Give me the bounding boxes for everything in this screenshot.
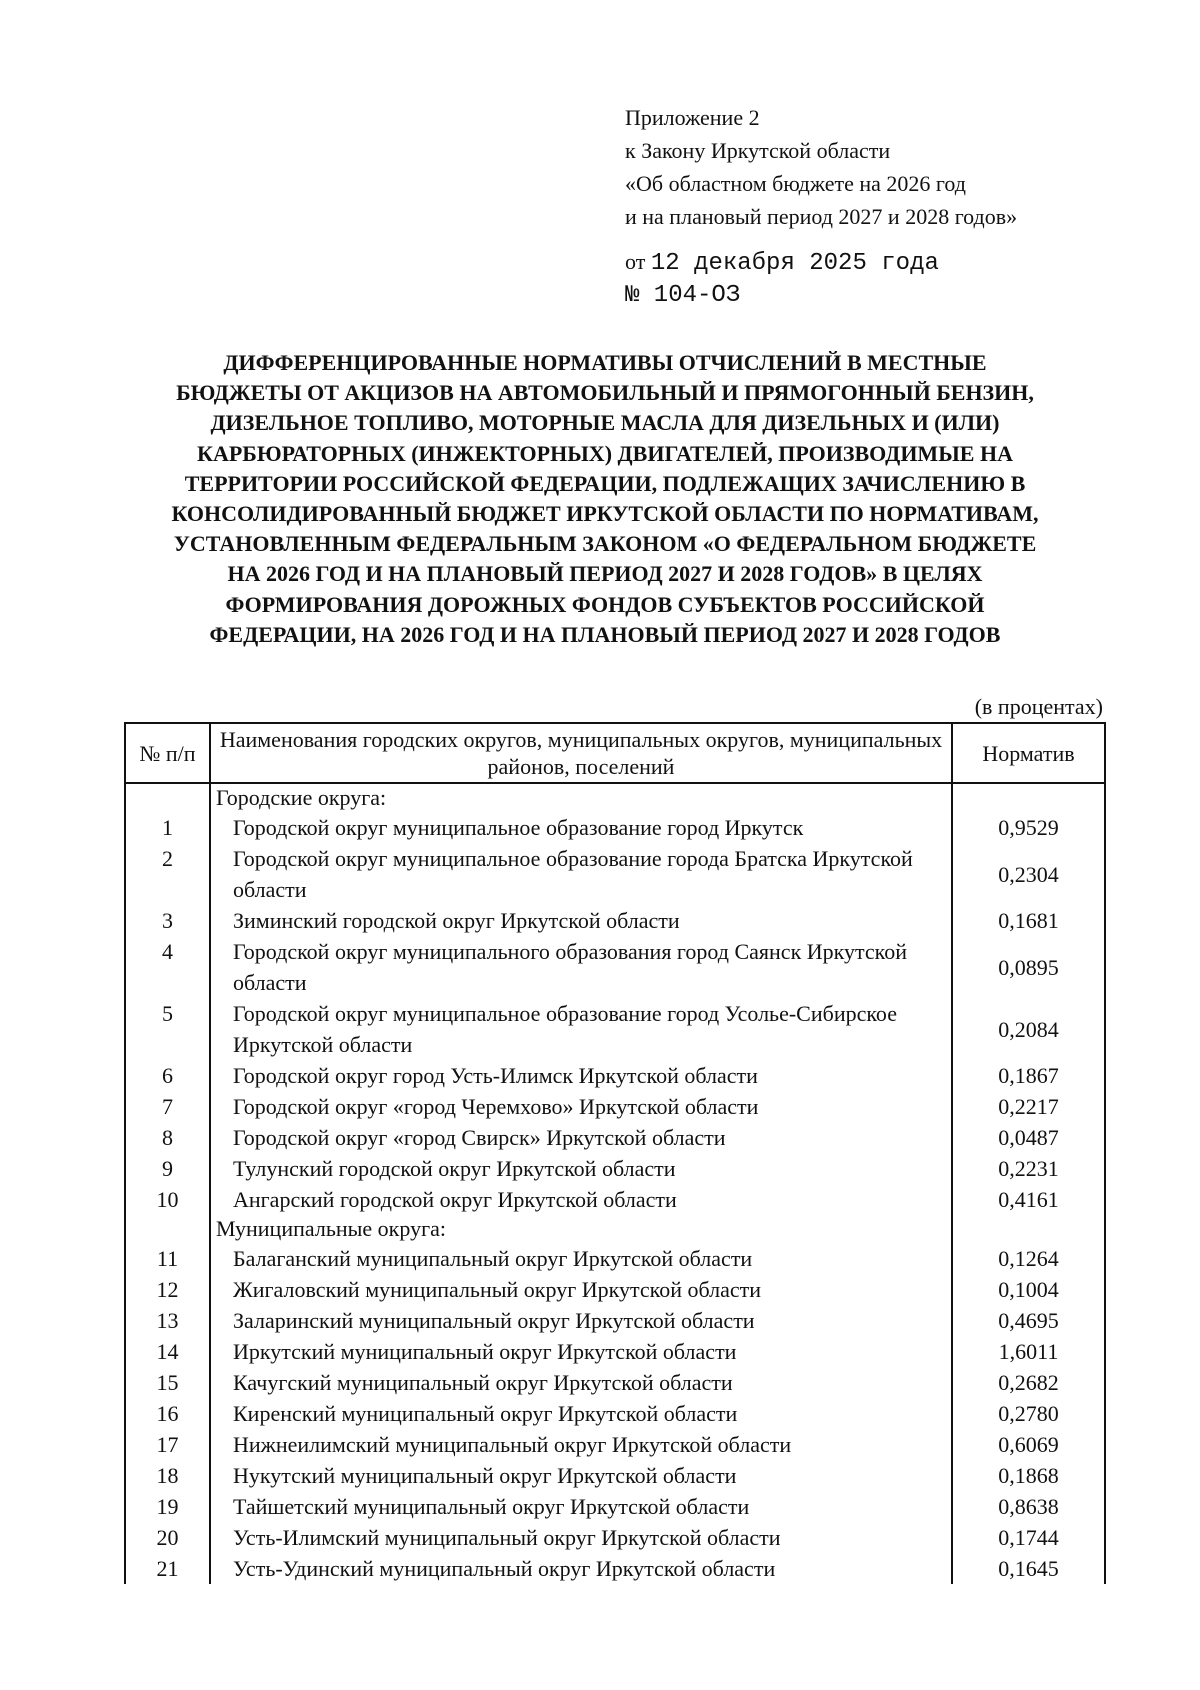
row-number: 6	[125, 1060, 210, 1091]
row-number: 1	[125, 812, 210, 843]
row-number: 21	[125, 1553, 210, 1584]
municipality-name: Качугский муниципальный округ Иркутской области	[210, 1367, 952, 1398]
row-number: 16	[125, 1398, 210, 1429]
table-row	[125, 1491, 1105, 1522]
table-row	[125, 1184, 1105, 1215]
table-row	[125, 1274, 1105, 1305]
municipality-name: Нукутский муниципальный округ Иркутской области	[210, 1460, 952, 1491]
table-row	[125, 1153, 1105, 1184]
normative-value: 0,2682	[952, 1367, 1105, 1398]
normative-value: 0,8638	[952, 1491, 1105, 1522]
group-label: Городские округа:	[210, 783, 952, 812]
row-number: 15	[125, 1367, 210, 1398]
normative-value: 0,1867	[952, 1060, 1105, 1091]
group-value-cell	[952, 1215, 1105, 1243]
appendix-line: и на плановый период 2027 и 2028 годов»	[625, 204, 1018, 229]
header-num: № п/п	[125, 723, 210, 783]
table-row	[125, 1060, 1105, 1091]
table-row	[125, 1398, 1105, 1429]
normative-value: 0,0487	[952, 1122, 1105, 1153]
normative-value: 0,2780	[952, 1398, 1105, 1429]
row-number: 3	[125, 905, 210, 936]
normative-value: 0,2084	[952, 998, 1105, 1060]
row-number: 7	[125, 1091, 210, 1122]
row-number: 9	[125, 1153, 210, 1184]
municipality-name: Усть-Удинский муниципальный округ Иркутской области	[210, 1553, 952, 1584]
municipality-name: Городской округ «город Черемхово» Иркутской области	[210, 1091, 952, 1122]
normative-value: 0,6069	[952, 1429, 1105, 1460]
header-value: Норматив	[952, 723, 1105, 783]
municipality-name: Городской округ муниципальное образование город Усолье-Сибирское Иркутской области	[210, 998, 952, 1060]
municipality-name: Киренский муниципальный округ Иркутской области	[210, 1398, 952, 1429]
group-label: Муниципальные округа:	[210, 1215, 952, 1243]
normative-value: 0,1681	[952, 905, 1105, 936]
appendix-header	[625, 101, 1017, 233]
normative-value: 1,6011	[952, 1336, 1105, 1367]
normative-value: 0,1744	[952, 1522, 1105, 1553]
municipality-name: Балаганский муниципальный округ Иркутской области	[210, 1243, 952, 1274]
row-number: 8	[125, 1122, 210, 1153]
normative-value: 0,0895	[952, 936, 1105, 998]
municipality-name: Городской округ «город Свирск» Иркутской области	[210, 1122, 952, 1153]
normative-value: 0,1264	[952, 1243, 1105, 1274]
table-row	[125, 1367, 1105, 1398]
title-line: ФЕДЕРАЦИИ, НА 2026 ГОД И НА ПЛАНОВЫЙ ПЕРИОД 2027 И 2028 ГОДОВ	[209, 621, 1001, 647]
table-row	[125, 1429, 1105, 1460]
row-number: 14	[125, 1336, 210, 1367]
municipality-name: Ангарский городской округ Иркутской области	[210, 1184, 952, 1215]
table-row	[125, 1460, 1105, 1491]
date-value: 12 декабря 2025 года	[650, 250, 939, 277]
table-header-row	[125, 723, 1105, 783]
municipality-name: Городской округ муниципальное образование город Иркутск	[210, 812, 952, 843]
table-row	[125, 1243, 1105, 1274]
appendix-line: «Об областном бюджете на 2026 год	[625, 171, 966, 196]
group-num-cell	[125, 1215, 210, 1243]
municipality-name: Тулунский городской округ Иркутской области	[210, 1153, 952, 1184]
normatives-table	[124, 722, 1106, 1584]
row-number: 2	[125, 843, 210, 905]
group-header-row	[125, 783, 1105, 812]
table-row	[125, 1122, 1105, 1153]
row-number: 11	[125, 1243, 210, 1274]
group-value-cell	[952, 783, 1105, 812]
row-number: 18	[125, 1460, 210, 1491]
date-prefix: от	[625, 249, 646, 274]
table-row	[125, 1553, 1105, 1584]
title-line: ТЕРРИТОРИИ РОССИЙСКОЙ ФЕДЕРАЦИИ, ПОДЛЕЖАЩИХ ЗАЧИСЛЕНИЮ В	[184, 470, 1026, 496]
row-number: 10	[125, 1184, 210, 1215]
normative-value: 0,2217	[952, 1091, 1105, 1122]
municipality-name: Нижнеилимский муниципальный округ Иркутской области	[210, 1429, 952, 1460]
municipality-name: Тайшетский муниципальный округ Иркутской области	[210, 1491, 952, 1522]
municipality-name: Жигаловский муниципальный округ Иркутской области	[210, 1274, 952, 1305]
title-line: НА 2026 ГОД И НА ПЛАНОВЫЙ ПЕРИОД 2027 И 2028 ГОДОВ» В ЦЕЛЯХ	[227, 561, 983, 587]
normative-value: 0,1645	[952, 1553, 1105, 1584]
title-line: ДИЗЕЛЬНОЕ ТОПЛИВО, МОТОРНЫЕ МАСЛА ДЛЯ ДИЗЕЛЬНЫХ И (ИЛИ)	[210, 410, 1000, 436]
table-row	[125, 936, 1105, 998]
table-row	[125, 843, 1105, 905]
table-row	[125, 905, 1105, 936]
group-header-row	[125, 1215, 1105, 1243]
normative-value: 0,1004	[952, 1274, 1105, 1305]
appendix-line: Приложение 2	[625, 105, 760, 130]
row-number: 4	[125, 936, 210, 998]
group-num-cell	[125, 783, 210, 812]
table-row	[125, 1336, 1105, 1367]
title-line: КОНСОЛИДИРОВАННЫЙ БЮДЖЕТ ИРКУТСКОЙ ОБЛАСТИ ПО НОРМАТИВАМ,	[171, 501, 1039, 527]
municipality-name: Городской округ муниципального образования город Саянск Иркутской области	[210, 936, 952, 998]
municipality-name: Городской округ город Усть-Илимск Иркутской области	[210, 1060, 952, 1091]
title-line: ДИФФЕРЕНЦИРОВАННЫЕ НОРМАТИВЫ ОТЧИСЛЕНИЙ В МЕСТНЫЕ	[223, 350, 987, 375]
row-number: 17	[125, 1429, 210, 1460]
normative-value: 0,4161	[952, 1184, 1105, 1215]
row-number: 12	[125, 1274, 210, 1305]
municipality-name: Зиминский городской округ Иркутской области	[210, 905, 952, 936]
title-line: БЮДЖЕТЫ ОТ АКЦИЗОВ НА АВТОМОБИЛЬНЫЙ И ПРЯМОГОННЫЙ БЕНЗИН,	[176, 380, 1034, 406]
law-date	[625, 246, 939, 280]
normative-value: 0,1868	[952, 1460, 1105, 1491]
table-row	[125, 1305, 1105, 1336]
law-number: № 104-ОЗ	[625, 282, 741, 309]
law-reference	[625, 246, 939, 312]
normative-value: 0,2231	[952, 1153, 1105, 1184]
header-name: Наименования городских округов, муниципальных округов, муниципальных районов, поселений	[210, 723, 952, 783]
row-number: 13	[125, 1305, 210, 1336]
table-row	[125, 998, 1105, 1060]
normative-value: 0,2304	[952, 843, 1105, 905]
municipality-name: Городской округ муниципальное образование города Братска Иркутской области	[210, 843, 952, 905]
row-number: 19	[125, 1491, 210, 1522]
row-number: 5	[125, 998, 210, 1060]
document-title	[110, 348, 1100, 650]
title-line: КАРБЮРАТОРНЫХ (ИНЖЕКТОРНЫХ) ДВИГАТЕЛЕЙ, ПРОИЗВОДИМЫЕ НА	[197, 440, 1013, 466]
row-number: 20	[125, 1522, 210, 1553]
title-line: УСТАНОВЛЕННЫМ ФЕДЕРАЛЬНЫМ ЗАКОНОМ «О ФЕДЕРАЛЬНОМ БЮДЖЕТЕ	[173, 531, 1037, 557]
municipality-name: Заларинский муниципальный округ Иркутской области	[210, 1305, 952, 1336]
normative-value: 0,4695	[952, 1305, 1105, 1336]
table-row	[125, 1091, 1105, 1122]
table-row	[125, 1522, 1105, 1553]
appendix-line: к Закону Иркутской области	[625, 138, 891, 163]
municipality-name: Усть-Илимский муниципальный округ Иркутской области	[210, 1522, 952, 1553]
normative-value: 0,9529	[952, 812, 1105, 843]
table-row	[125, 812, 1105, 843]
units-note: (в процентах)	[974, 694, 1103, 719]
table-body	[125, 783, 1105, 1584]
title-line: ФОРМИРОВАНИЯ ДОРОЖНЫХ ФОНДОВ СУБЪЕКТОВ РОССИЙСКОЙ	[225, 591, 985, 617]
municipality-name: Иркутский муниципальный округ Иркутской области	[210, 1336, 952, 1367]
